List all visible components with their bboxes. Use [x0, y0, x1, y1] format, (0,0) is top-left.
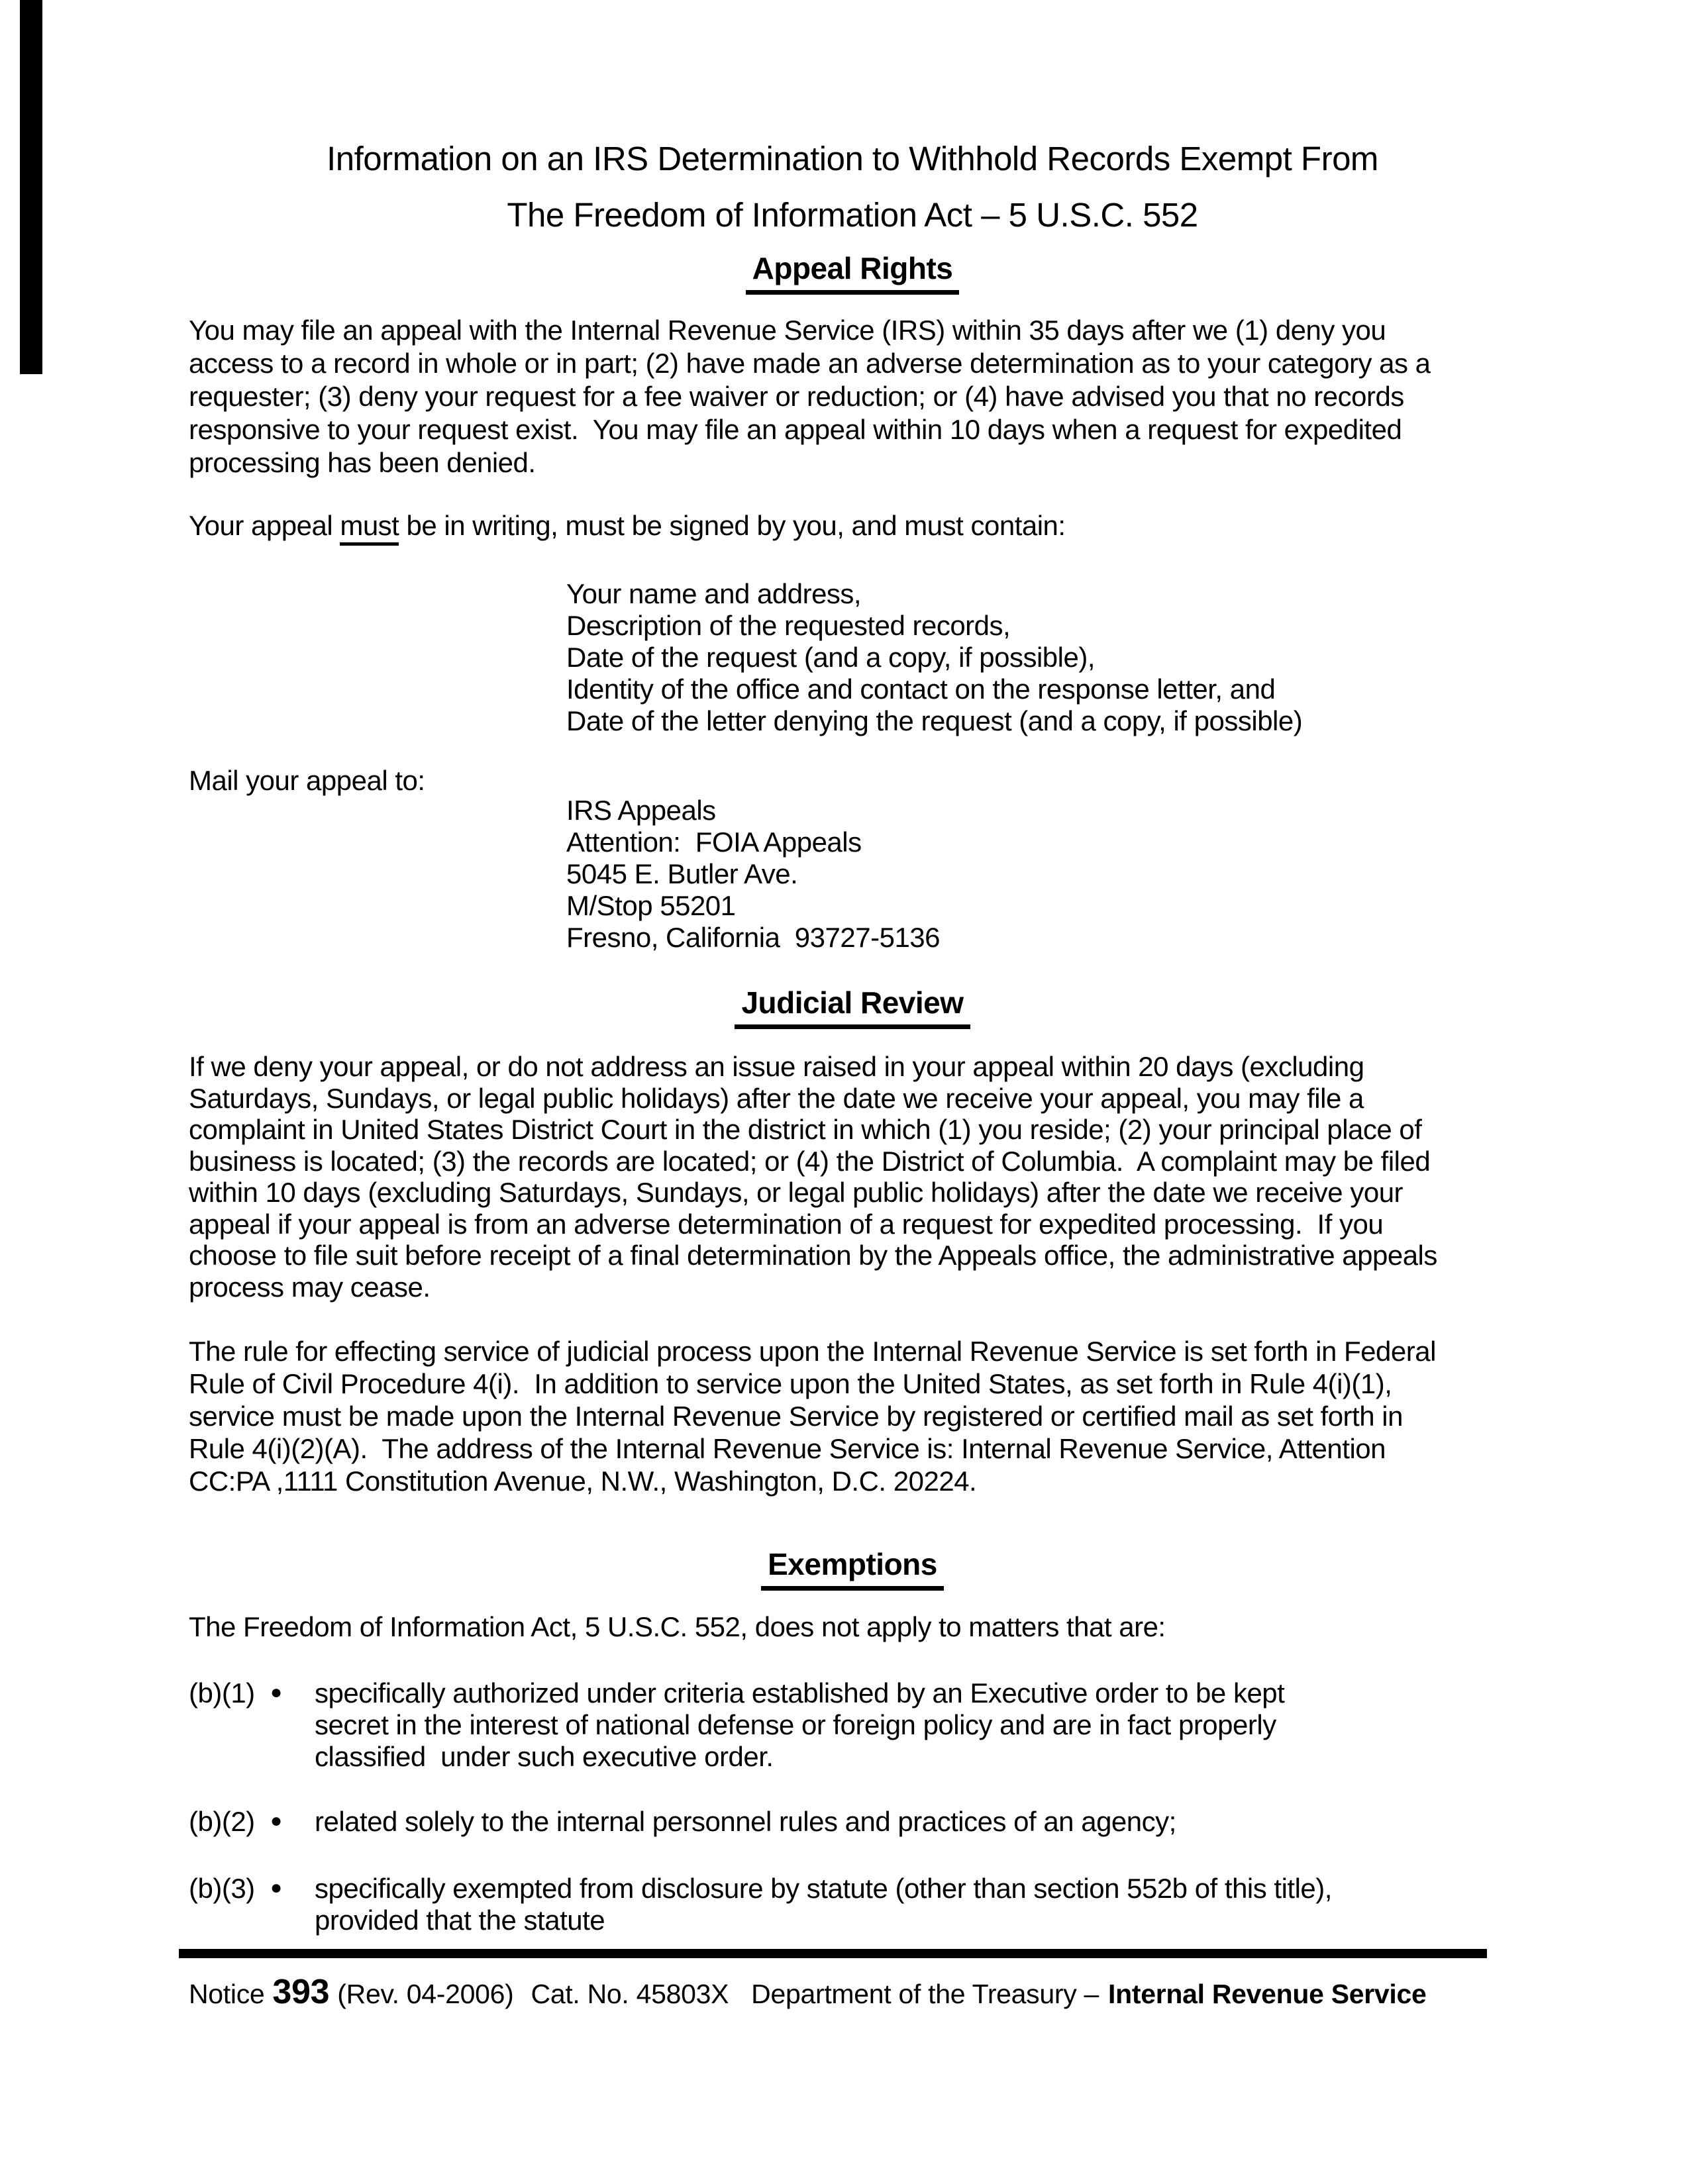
exemption-item-line: related solely to the internal personnel rules and practices of an agency; [315, 1806, 1176, 1837]
paragraph-line: choose to file suit before receipt of a final determination by the Appeals office, the administrative appeals [189, 1240, 1437, 1271]
footer-divider [179, 1949, 1487, 1958]
paragraph-line: appeal if your appeal is from an adverse determination of a request for expedited processing. If you [189, 1209, 1384, 1240]
exemptions-intro: The Freedom of Information Act, 5 U.S.C. 552, does not apply to matters that are: [189, 1611, 1166, 1642]
paragraph-line: Rule of Civil Procedure 4(i). In addition to service upon the United States, as set forth in Rule 4(i)(1), [189, 1368, 1392, 1399]
exemption-item-line: specifically exempted from disclosure by statute (other than section 552b of this title), [315, 1873, 1332, 1904]
paragraph-line: If we deny your appeal, or do not address an issue raised in your appeal within 20 days (excluding [189, 1051, 1364, 1082]
paragraph-line: The rule for effecting service of judicial process upon the Internal Revenue Service is set forth in Federal [189, 1336, 1436, 1367]
paragraph-line: CC:PA ,1111 Constitution Avenue, N.W., Washington, D.C. 20224. [189, 1465, 977, 1497]
requirement-item: Description of the requested records, [566, 610, 1011, 641]
page-title-line-1: Information on an IRS Determination to Withhold Records Exempt From [327, 140, 1378, 177]
scan-artifact-bar [20, 0, 42, 374]
section-heading-appeal-rights [20, 250, 1685, 295]
section-heading-text: Exemptions [761, 1546, 944, 1591]
paragraph-line: service must be made upon the Internal Revenue Service by registered or certified mail as set forth in [189, 1401, 1403, 1432]
address-line: 5045 E. Butler Ave. [566, 858, 798, 889]
paragraph-line: process may cease. [189, 1271, 431, 1303]
bullet-icon: ● [270, 1681, 282, 1703]
address-line: Attention: FOIA Appeals [566, 826, 862, 858]
paragraph-line: responsive to your request exist. You may file an appeal within 10 days when a request for expedited [189, 414, 1402, 445]
notice-number: 393 [272, 1973, 330, 2011]
exemption-item-line: specifically authorized under criteria established by an Executive order to be kept [315, 1677, 1285, 1709]
section-heading-judicial-review [20, 985, 1685, 1029]
address-line: Fresno, California 93727-5136 [566, 922, 941, 953]
paragraph-line: access to a record in whole or in part; (2) have made an adverse determination as to your category as a [189, 348, 1431, 379]
paragraph-line: within 10 days (excluding Saturdays, Sundays, or legal public holidays) after the date we receive your [189, 1177, 1404, 1208]
paragraph-line: Rule 4(i)(2)(A). The address of the Internal Revenue Service is: Internal Revenue Service, Attention [189, 1433, 1386, 1464]
paragraph-line: business is located; (3) the records are located; or (4) the District of Columbia. A complaint may be filed [189, 1146, 1431, 1177]
revision-label: (Rev. 04-2006) [337, 1979, 514, 2009]
paragraph-line: requester; (3) deny your request for a fee waiver or reduction; or (4) have advised you that no records [189, 381, 1404, 412]
exemption-item-label: (b)(1) [189, 1677, 255, 1709]
notice-label: Notice [189, 1979, 265, 2009]
exemption-item-line: classified under such executive order. [315, 1741, 774, 1772]
agency-label: Internal Revenue Service [1108, 1979, 1427, 2009]
bullet-icon: ● [270, 1810, 282, 1832]
exemption-item-label: (b)(2) [189, 1806, 255, 1837]
footer [189, 1972, 1427, 2012]
must-suffix: be in writing, must be signed by you, and must contain: [399, 510, 1066, 541]
paragraph-line: complaint in United States District Court in the district in which (1) you reside; (2) your principal place of [189, 1114, 1422, 1145]
exemption-item-label: (b)(3) [189, 1873, 255, 1904]
must-emphasis: must [340, 510, 399, 546]
catalog-number: Cat. No. 45803X [531, 1979, 729, 2009]
section-heading-exemptions [20, 1546, 1685, 1591]
section-heading-text: Judicial Review [735, 985, 970, 1029]
paragraph-line: You may file an appeal with the Internal Revenue Service (IRS) within 35 days after we (1) deny you [189, 315, 1386, 346]
exemption-item-line: provided that the statute [315, 1905, 605, 1936]
department-label: Department of the Treasury – [751, 1979, 1099, 2009]
requirement-item: Date of the letter denying the request (and a copy, if possible) [566, 705, 1303, 736]
paragraph-line: Saturdays, Sundays, or legal public holidays) after the date we receive your appeal, you may file a [189, 1083, 1364, 1114]
paragraph-line: processing has been denied. [189, 447, 536, 478]
exemption-item-line: secret in the interest of national defense or foreign policy and are in fact properly [315, 1709, 1276, 1740]
mail-to-label: Mail your appeal to: [189, 765, 425, 796]
must-prefix: Your appeal [189, 510, 340, 541]
appeal-must-line [189, 510, 1066, 546]
bullet-icon: ● [270, 1877, 282, 1899]
address-line: M/Stop 55201 [566, 890, 736, 921]
section-heading-text: Appeal Rights [746, 250, 960, 295]
requirement-item: Your name and address, [566, 578, 862, 609]
requirement-item: Date of the request (and a copy, if possible), [566, 642, 1096, 673]
address-line: IRS Appeals [566, 795, 716, 826]
page-title-line-2: The Freedom of Information Act – 5 U.S.C. 552 [507, 196, 1198, 234]
requirement-item: Identity of the office and contact on the response letter, and [566, 673, 1276, 705]
